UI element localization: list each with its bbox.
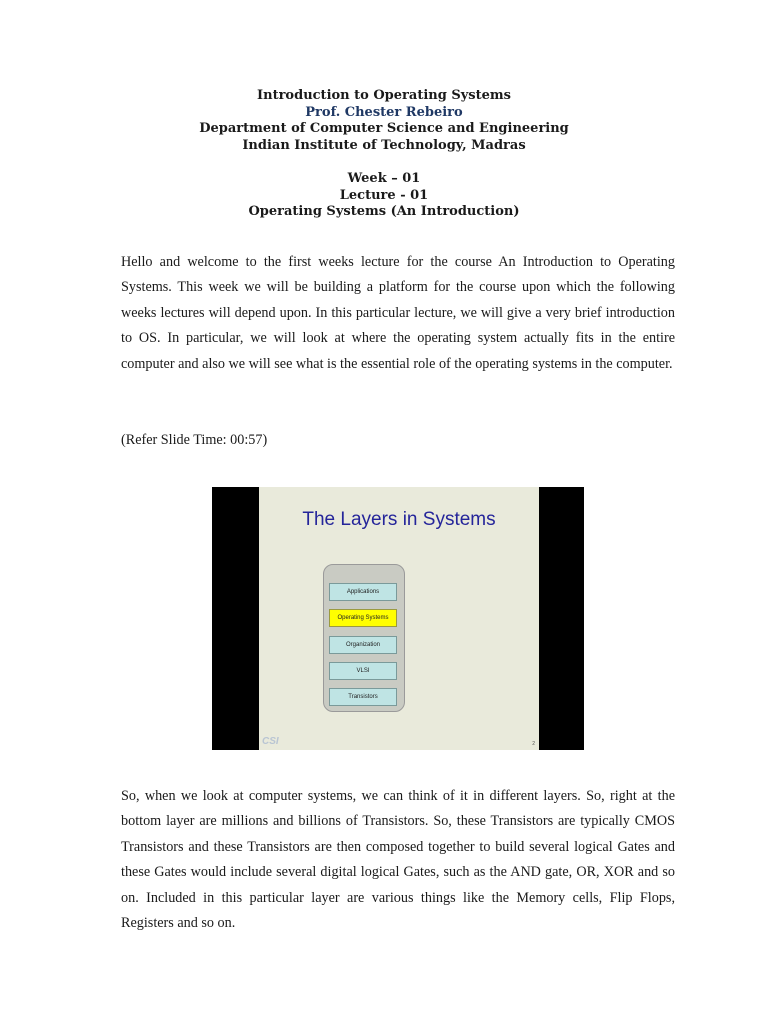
refer-slide-time: (Refer Slide Time: 00:57): [121, 432, 268, 448]
header-spacer: [0, 154, 768, 171]
intro-paragraph: Hello and welcome to the first weeks lecture for the course An Introduction to Operating Systems. This week we will be building a platform for the course upon which the following weeks lectures will depend upon. In this particular lecture, we will give a very brief introduction to OS. In particular, we will look at where the operating system actually fits in the entire computer and also we will see what is the essential role of the operating systems in the computer.: [121, 254, 675, 372]
professor-name: Prof. Chester Rebeiro: [305, 104, 463, 120]
institute-name: Indian Institute of Technology, Madras: [242, 137, 526, 153]
layer-transistors: Transistors: [329, 688, 397, 706]
lecture-label: Lecture - 01: [339, 187, 429, 203]
layer-organization: Organization: [329, 636, 397, 654]
slide-content: [259, 487, 539, 750]
body-paragraph-layers: So, when we look at computer systems, we can think of it in different layers. So, right at the bottom layer are millions and billions of Transistors. So, these Transistors are typically CMOS Transistors and these Transistors are then composed together to build several logical Gates and these Gates would include several digital logical Gates, such as the AND gate, OR, XOR and so on. Included in this particular layer are various things like the Memory cells, Flip Flops, Registers and so on.: [121, 788, 675, 932]
slide-title: The Layers in Systems: [302, 509, 496, 530]
institute-logo-watermark: CSI: [262, 736, 279, 747]
layer-operating-systems: Operating Systems: [329, 609, 397, 627]
lecture-title: Operating Systems (An Introduction): [248, 204, 520, 219]
layer-vlsi: VLSI: [329, 662, 397, 680]
week-label: Week – 01: [347, 171, 421, 186]
department-name: Department of Computer Science and Engineering: [199, 121, 569, 136]
document-header: [0, 88, 768, 221]
course-title: Introduction to Operating Systems: [257, 88, 511, 103]
layer-applications: Applications: [329, 583, 397, 601]
layer-stack: [323, 564, 405, 712]
slide-page-number: 2: [532, 741, 535, 747]
lecture-slide-image: [212, 487, 584, 750]
